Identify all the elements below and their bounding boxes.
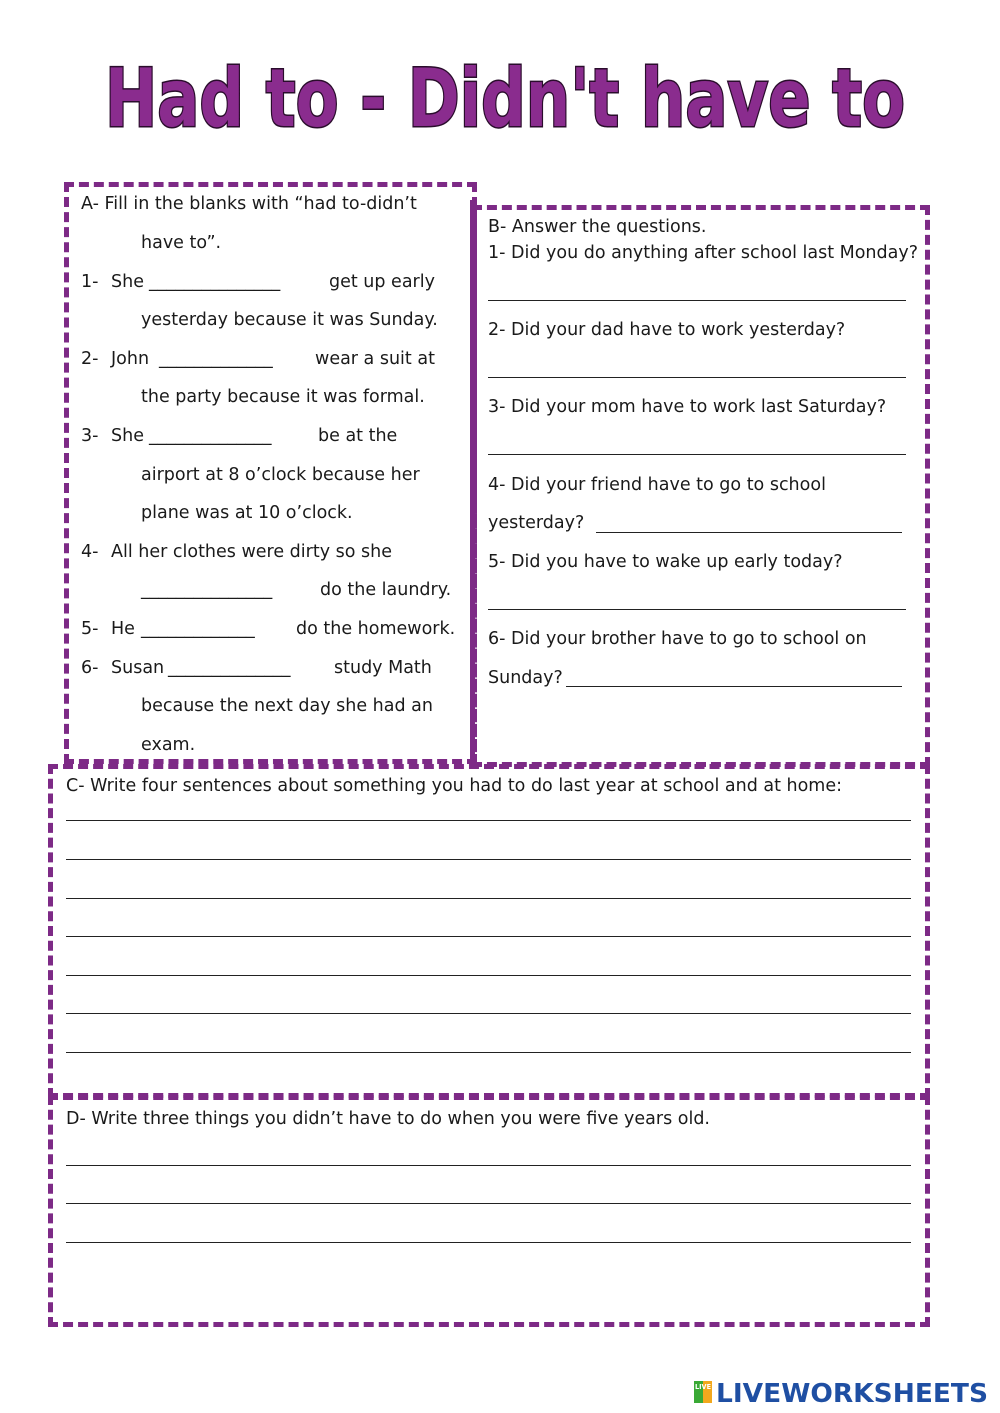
item-text: get up early [329,272,435,292]
answer-line[interactable] [488,300,906,301]
writing-line[interactable] [66,1165,911,1166]
writing-line[interactable] [66,1052,911,1053]
question-1: 1- Did you do anything after school last Monday? [488,243,918,263]
answer-blank[interactable]: _____________ [159,349,273,369]
item-text-cont: airport at 8 o’clock because her [141,465,420,485]
item-text-cont: exam. [141,735,196,755]
answer-blank[interactable]: _______________ [141,580,273,600]
item-number: 5- [81,619,99,639]
item-text: John [111,349,150,369]
section-c-heading: C- Write four sentences about something you had to do last year at school and at home: [66,776,843,796]
item-number: 1- [81,272,99,292]
section-a-heading: A- Fill in the blanks with “had to-didn’t [81,194,417,214]
item-text: study Math [334,658,432,678]
item-number: 2- [81,349,99,369]
section-d-heading: D- Write three things you didn’t have to do when you were five years old. [66,1109,710,1129]
worksheet-title [95,48,915,158]
item-text: She [111,426,144,446]
question-4: 4- Did your friend have to go to school [488,475,826,495]
answer-blank[interactable]: _____________ [141,619,255,639]
item-number: 4- [81,542,99,562]
answer-line[interactable] [488,377,906,378]
item-text: do the homework. [296,619,456,639]
section-a-heading-cont: have to”. [141,233,222,253]
item-text: All her clothes were dirty so she [111,542,392,562]
writing-line[interactable] [66,1242,911,1243]
writing-line[interactable] [66,936,911,937]
logo-text: LIVEWORKSHEETS [716,1379,988,1407]
answer-line[interactable] [488,609,906,610]
question-2: 2- Did your dad have to work yesterday? [488,320,846,340]
writing-line[interactable] [66,859,911,860]
section-a-b-divider [470,200,475,763]
writing-line[interactable] [66,975,911,976]
item-text: She [111,272,144,292]
writing-line[interactable] [66,1013,911,1014]
item-text-cont: do the laundry. [320,580,452,600]
item-number: 3- [81,426,99,446]
item-text: He [111,619,135,639]
answer-blank[interactable]: _______________ [149,272,281,292]
section-d-box [48,1095,930,1327]
item-text: be at the [318,426,398,446]
item-text-cont: plane was at 10 o’clock. [141,503,353,523]
item-text: wear a suit at [315,349,435,369]
answer-line[interactable] [566,686,902,687]
question-6-cont: Sunday? [488,668,563,688]
item-text-cont: the party because it was formal. [141,387,425,407]
writing-line[interactable] [66,898,911,899]
question-5: 5- Did you have to wake up early today? [488,552,843,572]
writing-line[interactable] [66,1203,911,1204]
question-3: 3- Did your mom have to work last Saturday? [488,397,887,417]
question-4-cont: yesterday? [488,513,585,533]
answer-line[interactable] [596,532,902,533]
item-number: 6- [81,658,99,678]
item-text-cont: because the next day she had an [141,696,433,716]
item-text: Susan [111,658,165,678]
answer-blank[interactable]: ______________ [149,426,272,446]
answer-line[interactable] [488,454,906,455]
logo-badge-text: LIVE [695,1383,712,1391]
question-6: 6- Did your brother have to go to school on [488,629,867,649]
writing-line[interactable] [66,820,911,821]
worksheet-title-text: Had to - Didn't have to [105,52,905,145]
answer-blank[interactable]: ______________ [168,658,291,678]
liveworksheets-logo [692,1377,992,1407]
section-b-heading: B- Answer the questions. [488,217,707,237]
item-text-cont: yesterday because it was Sunday. [141,310,438,330]
section-c-box [48,764,930,1098]
